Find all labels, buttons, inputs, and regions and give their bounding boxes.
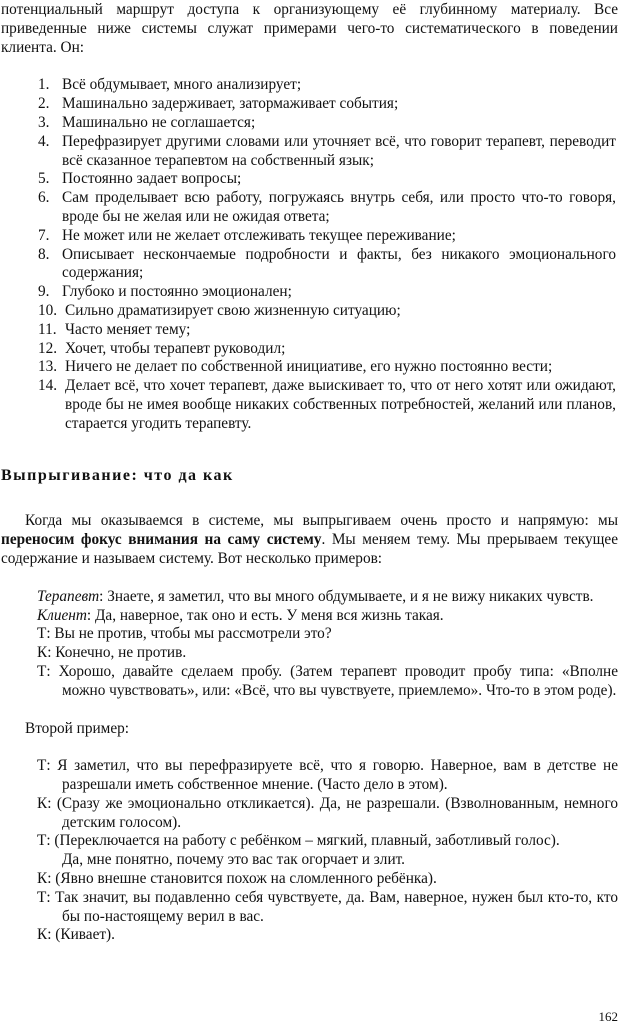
dialog-line [1, 644, 618, 663]
list-text: Часто меняет тему; [65, 320, 191, 338]
dialog-text: Т: Вы не против, чтобы мы рассмотрели это? [37, 625, 332, 643]
list-number: 10. [38, 301, 58, 319]
list-number: 9. [38, 283, 50, 301]
list-text: Описывает нескончаемые подробности и факты, без никакого эмоционального содержания; [62, 245, 616, 282]
list-text: Хочет, чтобы терапевт руководил; [65, 339, 286, 357]
example-1-dialog [1, 588, 618, 701]
dialog-line: Т: Так значит, вы подавленно себя чувствуете, да. Вам, наверное, нужен был кто-то, кто бы по-настоящему верил в вас. [37, 888, 618, 925]
dialog-line [1, 588, 618, 607]
dialog-line: Да, мне понятно, почему это вас так огорчает и злит. [62, 851, 405, 869]
list-text: Не может или не желает отслеживать текущее переживание; [62, 226, 456, 244]
list-text: Постоянно задает вопросы; [62, 170, 242, 188]
list-number: 7. [38, 226, 50, 244]
dialog-text: Т: Хорошо, давайте сделаем пробу. (Затем терапевт проводит пробу типа: «Вполне можно чувствовать», или: «Всё, что вы чувствуете, приемлемо». Что-то в этом роде). [37, 662, 618, 699]
dialog-line [1, 607, 618, 626]
list-number: 12. [38, 339, 58, 357]
list-text: Сам проделывает всю работу, погружаясь внутрь себя, или просто что-то говоря, вроде бы не желая или не ожидая ответа; [62, 189, 616, 225]
dialog-line [1, 625, 618, 644]
list-number: 11. [38, 320, 57, 338]
list-number: 2. [38, 95, 50, 113]
list-item [1, 321, 618, 340]
list-number: 6. [38, 189, 50, 207]
behavior-list [1, 76, 618, 433]
dialog-line: К: (Кивает). [37, 926, 115, 944]
dialog-line: Т: Я заметил, что вы перефразируете всё, что я говорю. Наверное, вам в детстве не разрешали иметь собственное мнение. (Часто дело в этом). [37, 757, 618, 794]
list-text: Перефразирует другими словами или уточняет всё, что говорит терапевт, переводит всё сказанное терапевтом на собственный язык; [62, 132, 616, 169]
list-item [1, 358, 618, 377]
list-number: 3. [38, 113, 50, 131]
intro-paragraph: потенциальный маршрут доступа к организующему её глубинному материалу. Все приведенные ниже системы служат примерами чего-то систематического в поведении клиента. Он: [1, 1, 618, 56]
list-item [1, 114, 618, 133]
second-example-label: Второй пример: [25, 719, 130, 737]
list-number: 5. [38, 170, 50, 188]
list-item [1, 170, 618, 189]
list-number: 8. [38, 245, 50, 263]
list-text: Ничего не делает по собственной инициативе, его нужно постоянно вести; [65, 358, 553, 376]
dialog-line: К: (Сразу же эмоционально откликается). Да, не разрешали. (Взволнованным, немного детским голосом). [37, 794, 618, 831]
dialog-text: К: Конечно, не против. [37, 644, 187, 662]
list-item [1, 377, 618, 433]
para-text: . Мы меняем тему. Мы прерываем текущее содержание и называем систему. Вот несколько примеров: [1, 531, 618, 567]
dialog-line: К: (Явно внешне становится похож на сломленного ребёнка). [37, 870, 437, 888]
list-number: 14. [38, 377, 58, 395]
document-page [1, 1, 618, 945]
dialog-line [1, 663, 618, 701]
para-text: Когда мы оказываемся в системе, мы выпрыгиваем очень просто и напрямую: мы [25, 512, 618, 530]
list-item [1, 133, 618, 171]
list-item [1, 76, 618, 95]
example-2-dialog [1, 757, 618, 945]
dialog-line: Т: (Переключается на работу с ребёнком – мягкий, плавный, заботливый голос). [37, 832, 560, 850]
list-number: 1. [38, 76, 50, 94]
section-heading: Выпрыгивание: что да как [1, 466, 234, 484]
list-text: Глубоко и постоянно эмоционален; [62, 283, 292, 301]
list-text: Сильно драматизирует свою жизненную ситуацию; [65, 301, 401, 319]
list-item [1, 283, 618, 302]
speaker: Терапевт [37, 587, 100, 605]
section-paragraph [1, 512, 618, 568]
dialog-text: : Знаете, я заметил, что вы много обдумываете, и я не вижу никаких чувств. [99, 587, 594, 605]
list-item [1, 246, 618, 284]
list-item [1, 340, 618, 359]
list-item [1, 302, 618, 321]
dialog-text: : Да, наверное, так оно и есть. У меня вся жизнь такая. [86, 606, 444, 624]
list-number: 4. [38, 132, 50, 150]
speaker: Клиент [37, 606, 87, 624]
list-text: Всё обдумывает, много анализирует; [62, 76, 302, 94]
para-bold: переносим фокус внимания на саму систему [1, 531, 322, 549]
list-item [1, 95, 618, 114]
list-text: Машинально задерживает, затормаживает события; [62, 95, 399, 113]
page-number: 162 [598, 1009, 618, 1024]
list-number: 13. [38, 358, 58, 376]
list-item [1, 189, 618, 227]
list-text: Машинально не соглашается; [62, 113, 256, 131]
list-text: Делает всё, что хочет терапевт, даже выискивает то, что от него хотят или ожидают, вроде бы не имея вообще никаких собственных потребностей, желаний или планов, старается угодить терапевту. [65, 377, 616, 432]
list-item [1, 227, 618, 246]
